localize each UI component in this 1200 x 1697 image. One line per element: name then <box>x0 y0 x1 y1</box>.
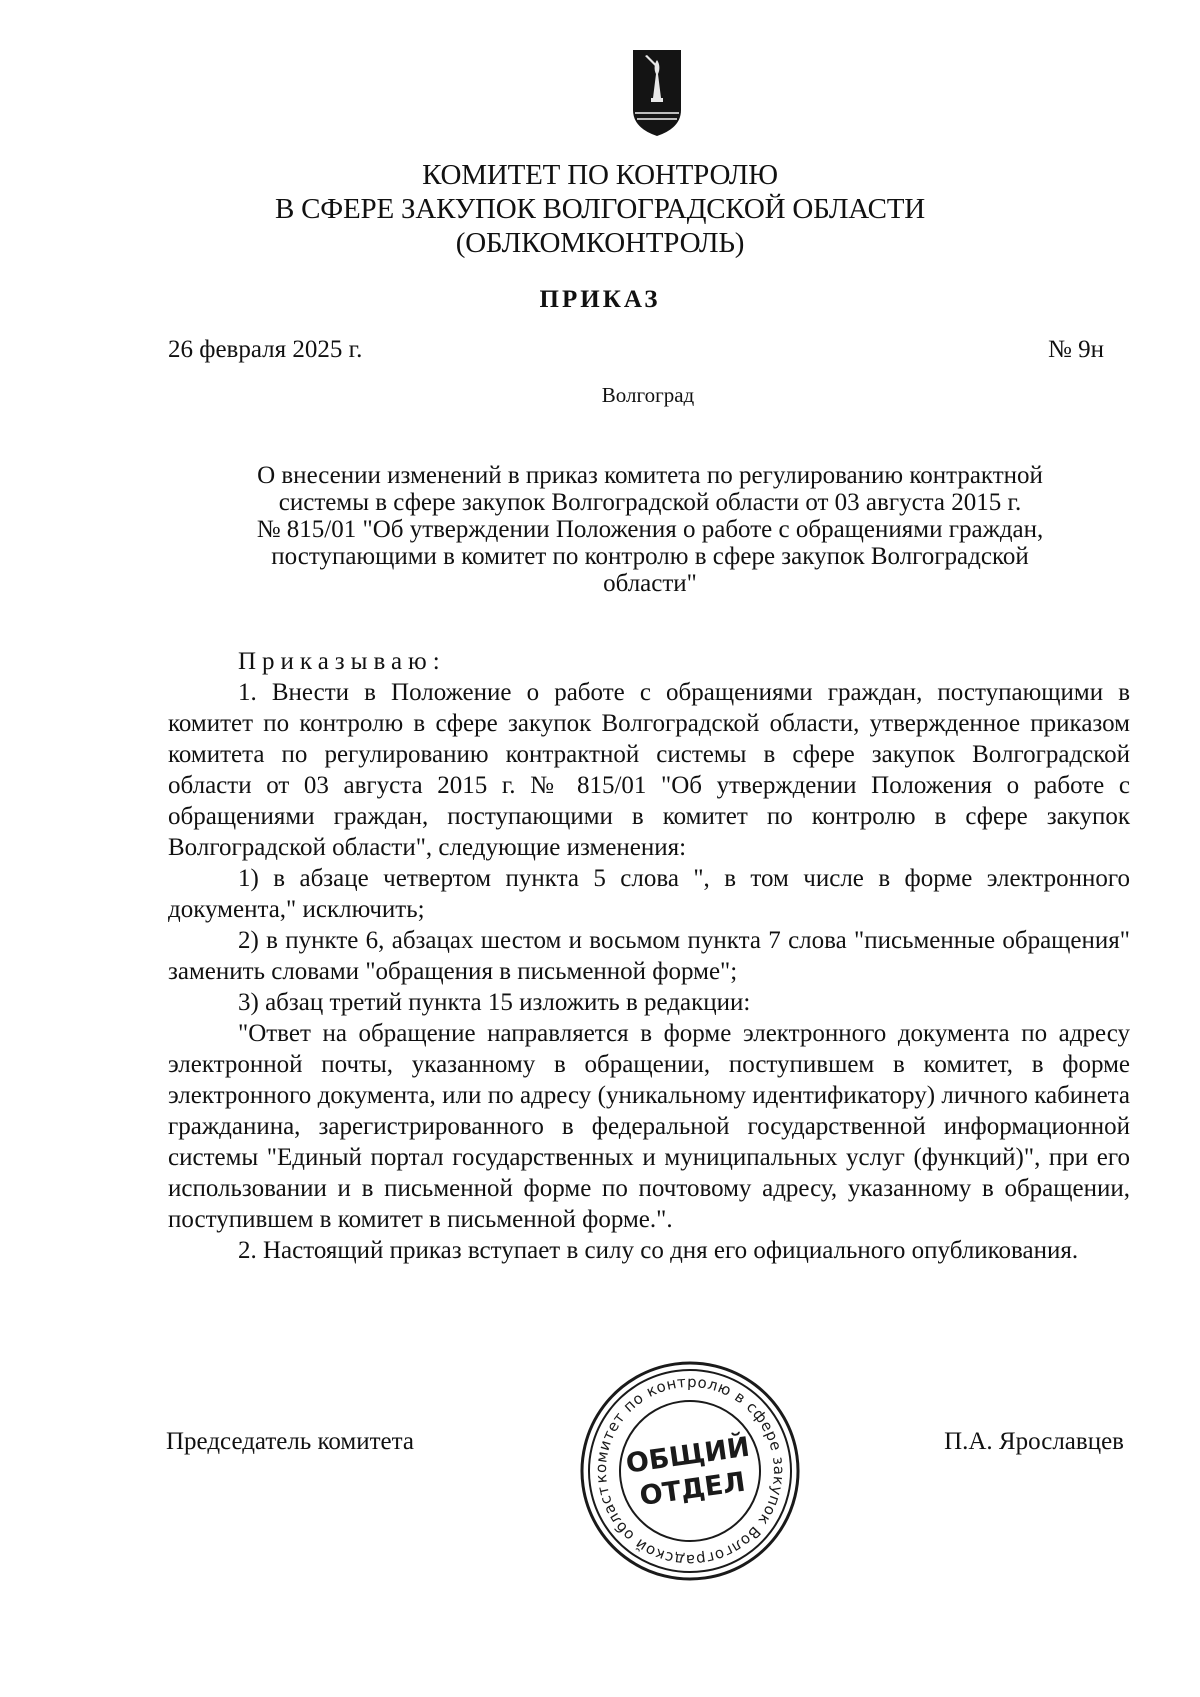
stamp-center-line: ОТДЕЛ <box>637 1466 748 1513</box>
order-lead: Приказываю: <box>238 648 446 675</box>
agency-name-line: КОМИТЕТ ПО КОНТРОЛЮ <box>422 159 778 191</box>
subject-line: области" <box>603 570 697 597</box>
coat-of-arms-icon <box>631 48 683 138</box>
body-paragraph: 1) в абзаце четвертом пункта 5 слова ", в том числе в форме электронного документа," исключить; <box>168 865 1130 923</box>
signer-title: Председатель комитета <box>166 1428 414 1455</box>
subject-line: № 815/01 "Об утверждении Положения о работе с обращениями граждан, <box>256 516 1044 543</box>
body-paragraph: 2) в пункте 6, абзацах шестом и восьмом пункта 7 слова "письменные обращения" заменить словами "обращения в письменной форме"; <box>168 927 1130 985</box>
stamp-center-line: ОБЩИЙ <box>624 1431 752 1480</box>
document-subject <box>190 462 1110 597</box>
signer-name: П.А. Ярославцев <box>944 1428 1124 1455</box>
body-paragraph: 2. Настоящий приказ вступает в силу со дня его официального опубликования. <box>238 1237 1079 1264</box>
agency-name-line: В СФЕРЕ ЗАКУПОК ВОЛГОГРАДСКОЙ ОБЛАСТИ <box>274 193 926 225</box>
agency-name-line: (ОБЛКОМКОНТРОЛЬ) <box>455 227 745 259</box>
document-number: № 9н <box>1048 336 1104 363</box>
document-city: Волгоград <box>601 383 695 407</box>
subject-line: системы в сфере закупок Волгоградской области от 03 августа 2015 г. <box>278 489 1022 516</box>
document-date: 26 февраля 2025 г. <box>168 336 363 363</box>
body-paragraph: 3) абзац третий пункта 15 изложить в редакции: <box>238 989 751 1016</box>
document-type: ПРИКАЗ <box>539 286 661 313</box>
body-paragraph: "Ответ на обращение направляется в форме электронного документа по адресу электронной почты, указанному в обращении, поступившем в комитет, в форме электронного документа, или по адресу (уникальному идентификатору) личного кабинета гражданина, зарегистрированного в федеральной государственной информационной системы "Единый портал государственных и муниципальных услуг (функций)", при его использовании и в письменной форме по почтовому адресу, указанному в обращении, поступившем в комитет в письменной форме.". <box>168 1020 1130 1233</box>
stamp-ring-text: комитет по контролю в сфере закупок Волгоградской области <box>591 1372 789 1570</box>
subject-line: О внесении изменений в приказ комитета по регулированию контрактной <box>257 462 1043 489</box>
document-body <box>168 646 1130 1266</box>
subject-line: поступающими в комитет по контролю в сфере закупок Волгоградской <box>271 543 1029 570</box>
body-paragraph: 1. Внести в Положение о работе с обращениями граждан, поступающими в комитет по контролю в сфере закупок Волгоградской области, утвержденное приказом комитета по регулированию контрактной системы в сфере закупок Волгоградской области от 03 августа 2015 г. № 815/01 "Об утверждении Положения о работе с обращениями граждан, поступающими в комитет по контролю в сфере закупок Волгоградской области", следующие изменения: <box>168 679 1130 861</box>
official-stamp <box>577 1358 803 1584</box>
agency-name <box>250 158 950 260</box>
